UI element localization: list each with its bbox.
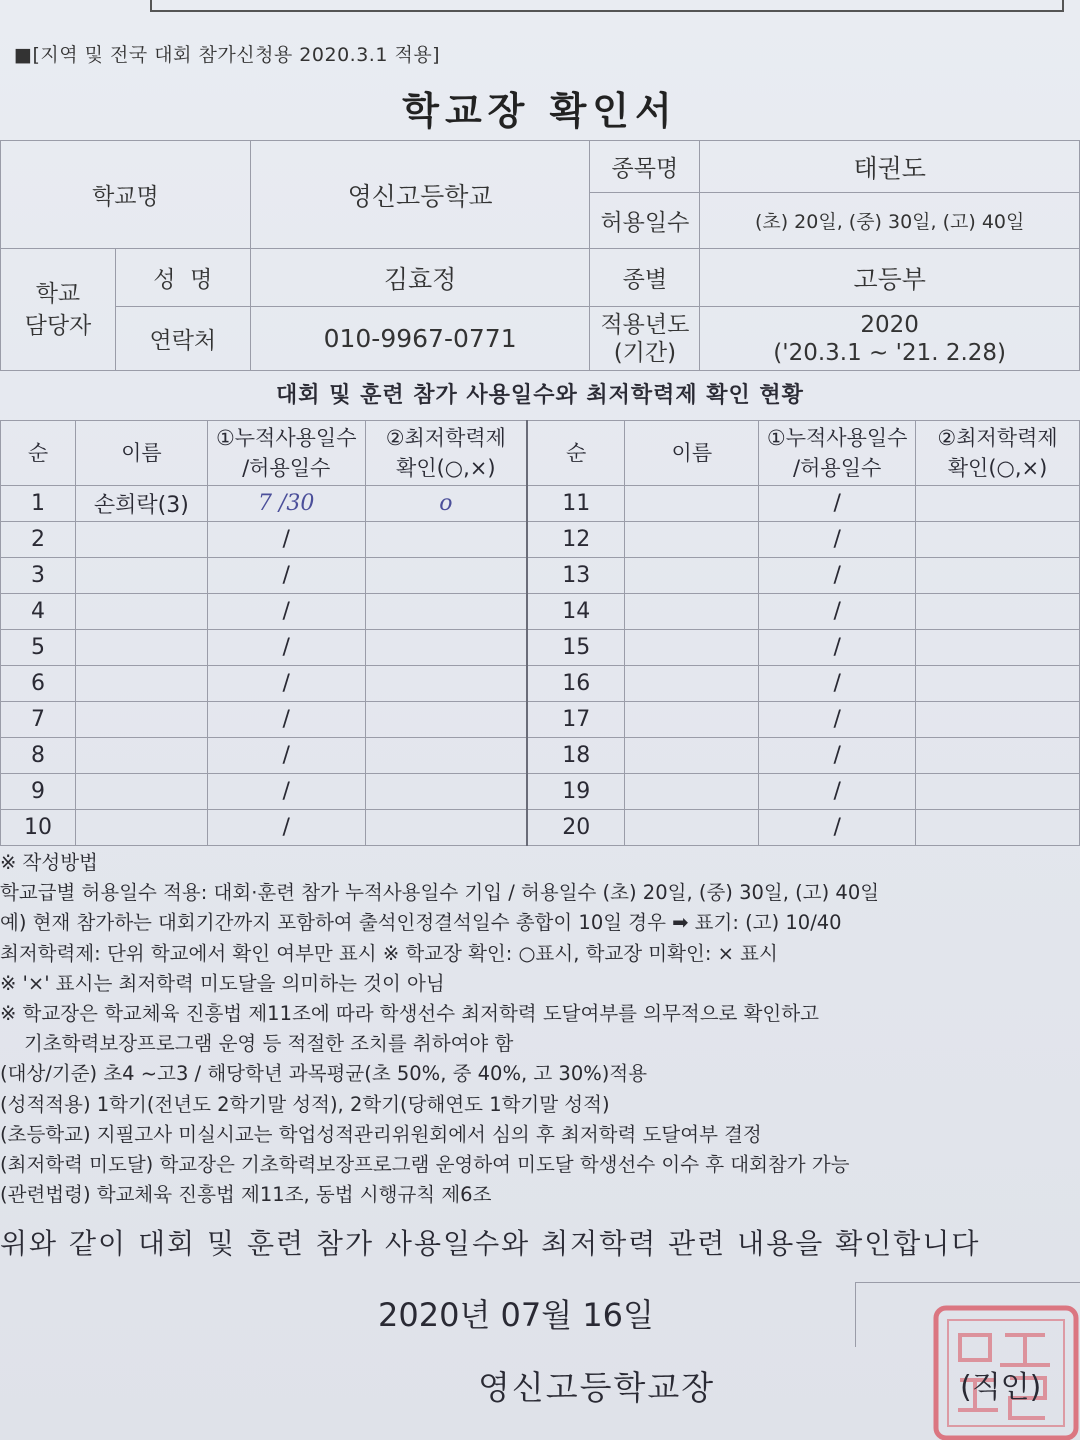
row-number: 1 <box>1 486 76 522</box>
table-row <box>1 522 1080 558</box>
days-used: / <box>207 702 365 738</box>
days-used: / <box>759 630 916 666</box>
table-row <box>1 558 1080 594</box>
school-name-label: 학교명 <box>1 141 251 249</box>
header-no-right: 순 <box>527 421 625 486</box>
row-number: 10 <box>1 810 76 846</box>
document-title: 학교장 확인서 <box>402 89 678 133</box>
section-heading: 대회 및 훈련 참가 사용일수와 최저학력제 확인 현황 <box>276 383 804 408</box>
method-line: 예) 현재 참가하는 대회기간까지 포함하여 출석인정결석일수 총합이 10일 경우 ➡ 표기: (고) 10/40 <box>0 911 842 935</box>
contact-value: 010-9967-0771 <box>250 307 590 371</box>
athlete-name <box>625 594 759 630</box>
min-grade-check <box>365 558 527 594</box>
athlete-name <box>75 666 207 702</box>
row-number: 17 <box>527 702 625 738</box>
row-number: 16 <box>527 666 625 702</box>
confirmation-statement: 위와 같이 대회 및 훈련 참가 사용일수와 최저학력 관련 내용을 확인합니다 <box>0 1227 981 1260</box>
row-number: 15 <box>527 630 625 666</box>
days-used: / <box>759 810 916 846</box>
athlete-name: 손희락(3) <box>75 486 207 522</box>
header-days-right <box>759 421 916 486</box>
allowed-days-value: (초) 20일, (중) 30일, (고) 40일 <box>700 193 1080 249</box>
period-value: ('20.3.1 ~ '21. 2.28) <box>773 339 1007 366</box>
days-used: / <box>207 666 365 702</box>
division-value: 고등부 <box>700 249 1080 307</box>
athlete-name <box>625 558 759 594</box>
school-info-table <box>0 140 1080 371</box>
row-number: 13 <box>527 558 625 594</box>
header-days-line1: ①누적사용일수 <box>215 426 357 450</box>
days-used: / <box>207 774 365 810</box>
name-label: 성 명 <box>115 249 250 307</box>
year-value: 2020 <box>860 311 919 338</box>
header-days-right-line2: /허용일수 <box>793 456 882 480</box>
table-row <box>1 810 1080 846</box>
athlete-name <box>625 774 759 810</box>
table-row <box>1 630 1080 666</box>
method-line: 학교급별 허용일수 적용: 대회·훈련 참가 누적사용일수 기입 / 허용일수 (초) 20일, (중) 30일, (고) 40일 <box>0 881 880 905</box>
row-number: 20 <box>527 810 625 846</box>
days-used: / <box>207 522 365 558</box>
athlete-name <box>625 522 759 558</box>
header-days-right-line1: ①누적사용일수 <box>766 426 908 450</box>
min-grade-check <box>916 810 1080 846</box>
days-used: / <box>759 666 916 702</box>
row-number: 11 <box>527 486 625 522</box>
athlete-name <box>625 486 759 522</box>
header-name-right: 이름 <box>625 421 759 486</box>
top-border-line <box>150 0 1064 12</box>
year-cell <box>700 307 1080 371</box>
row-number: 2 <box>1 522 76 558</box>
header-min-line1: ②최저학력제 <box>385 426 506 450</box>
table-row <box>1 594 1080 630</box>
contact-label: 연락처 <box>115 307 250 371</box>
athlete-name <box>75 702 207 738</box>
method-line: ※ '×' 표시는 최저학력 미도달을 의미하는 것이 아님 <box>0 971 445 995</box>
table-row <box>1 774 1080 810</box>
method-line: (최저학력 미도달) 학교장은 기초학력보장프로그램 운영하여 미도달 학생선수 이수 후 대회참가 가능 <box>0 1153 850 1177</box>
athlete-name <box>75 630 207 666</box>
min-grade-check <box>365 630 527 666</box>
days-used: / <box>759 486 916 522</box>
athlete-name <box>75 558 207 594</box>
table-row <box>1 738 1080 774</box>
athlete-name <box>625 810 759 846</box>
seal-label: (직인) <box>960 1370 1042 1405</box>
header-min-right-line1: ②최저학력제 <box>937 426 1058 450</box>
athlete-name <box>75 594 207 630</box>
athlete-name <box>625 666 759 702</box>
sport-label: 종목명 <box>590 141 700 193</box>
days-used: / <box>759 522 916 558</box>
min-grade-check <box>365 666 527 702</box>
min-grade-check <box>916 558 1080 594</box>
athlete-name <box>75 810 207 846</box>
header-no: 순 <box>1 421 76 486</box>
issue-date: 2020년 07월 16일 <box>378 1296 654 1334</box>
row-number: 7 <box>1 702 76 738</box>
row-number: 4 <box>1 594 76 630</box>
athlete-name <box>75 522 207 558</box>
header-min-line2: 확인(○,×) <box>396 456 496 480</box>
form-notice: ■[지역 및 전국 대회 참가신청용 2020.3.1 적용] <box>14 44 441 66</box>
min-grade-check: o <box>365 486 527 522</box>
row-number: 14 <box>527 594 625 630</box>
days-used: / <box>207 558 365 594</box>
athlete-name <box>625 738 759 774</box>
min-grade-check <box>365 774 527 810</box>
instructions <box>0 848 1080 1210</box>
min-grade-check <box>365 522 527 558</box>
min-grade-check <box>365 810 527 846</box>
header-min-right-line2: 확인(○,×) <box>947 456 1048 480</box>
min-grade-check <box>916 666 1080 702</box>
method-line: ※ 학교장은 학교체육 진흥법 제11조에 따라 학생선수 최저학력 도달여부를 의무적으로 확인하고 <box>0 1002 819 1026</box>
allowed-days-label: 허용일수 <box>590 193 700 249</box>
year-label: 적용년도 (기간) <box>590 307 700 371</box>
participation-table <box>0 420 1080 846</box>
days-used: / <box>759 774 916 810</box>
header-days <box>207 421 365 486</box>
method-line: (초등학교) 지필고사 미실시교는 학업성적관리위원회에서 심의 후 최저학력 도달여부 결정 <box>0 1122 762 1146</box>
min-grade-check <box>365 738 527 774</box>
sport-value: 태권도 <box>700 141 1080 193</box>
header-name: 이름 <box>75 421 207 486</box>
method-line: (대상/기준) 초4 ~고3 / 해당학년 과목평균(초 50%, 중 40%, 고 30%)적용 <box>0 1062 648 1086</box>
min-grade-check <box>365 594 527 630</box>
row-number: 6 <box>1 666 76 702</box>
table-header-row <box>1 421 1080 486</box>
days-used: / <box>207 594 365 630</box>
row-number: 12 <box>527 522 625 558</box>
days-used: 7 /30 <box>207 486 365 522</box>
row-number: 8 <box>1 738 76 774</box>
method-line: (관련법령) 학교체육 진흥법 제11조, 동법 시행규칙 제6조 <box>0 1183 492 1207</box>
athlete-name <box>75 774 207 810</box>
header-days-line2: /허용일수 <box>242 456 331 480</box>
days-used: / <box>759 702 916 738</box>
header-min <box>365 421 527 486</box>
manager-name-value: 김효정 <box>250 249 590 307</box>
min-grade-check <box>916 774 1080 810</box>
row-number: 5 <box>1 630 76 666</box>
row-number: 18 <box>527 738 625 774</box>
days-used: / <box>759 558 916 594</box>
principal-name: 영신고등학교장 <box>478 1368 716 1407</box>
athlete-name <box>75 738 207 774</box>
min-grade-check <box>916 522 1080 558</box>
table-row <box>1 702 1080 738</box>
min-grade-check <box>916 702 1080 738</box>
days-used: / <box>207 810 365 846</box>
manager-label: 학교 담당자 <box>1 249 116 371</box>
row-number: 9 <box>1 774 76 810</box>
division-label: 종별 <box>590 249 700 307</box>
min-grade-check <box>916 486 1080 522</box>
days-used: / <box>759 738 916 774</box>
method-line: (성적적용) 1학기(전년도 2학기말 성적), 2학기(당해연도 1학기말 성적) <box>0 1092 610 1116</box>
header-min-right <box>916 421 1080 486</box>
days-used: / <box>207 630 365 666</box>
min-grade-check <box>916 594 1080 630</box>
method-line: 기초학력보장프로그램 운영 등 적절한 조치를 취하여야 함 <box>24 1032 514 1056</box>
days-used: / <box>759 594 916 630</box>
athlete-name <box>625 630 759 666</box>
days-used: / <box>207 738 365 774</box>
table-row <box>1 666 1080 702</box>
min-grade-check <box>916 630 1080 666</box>
row-number: 3 <box>1 558 76 594</box>
row-number: 19 <box>527 774 625 810</box>
table-row <box>1 486 1080 522</box>
min-grade-check <box>365 702 527 738</box>
min-grade-check <box>916 738 1080 774</box>
athlete-name <box>625 702 759 738</box>
method-line: 최저학력제: 단위 학교에서 확인 여부만 표시 ※ 학교장 확인: ○표시, 학교장 미확인: × 표시 <box>0 941 778 965</box>
method-line: ※ 작성방법 <box>0 851 98 874</box>
school-name-value: 영신고등학교 <box>250 141 590 249</box>
